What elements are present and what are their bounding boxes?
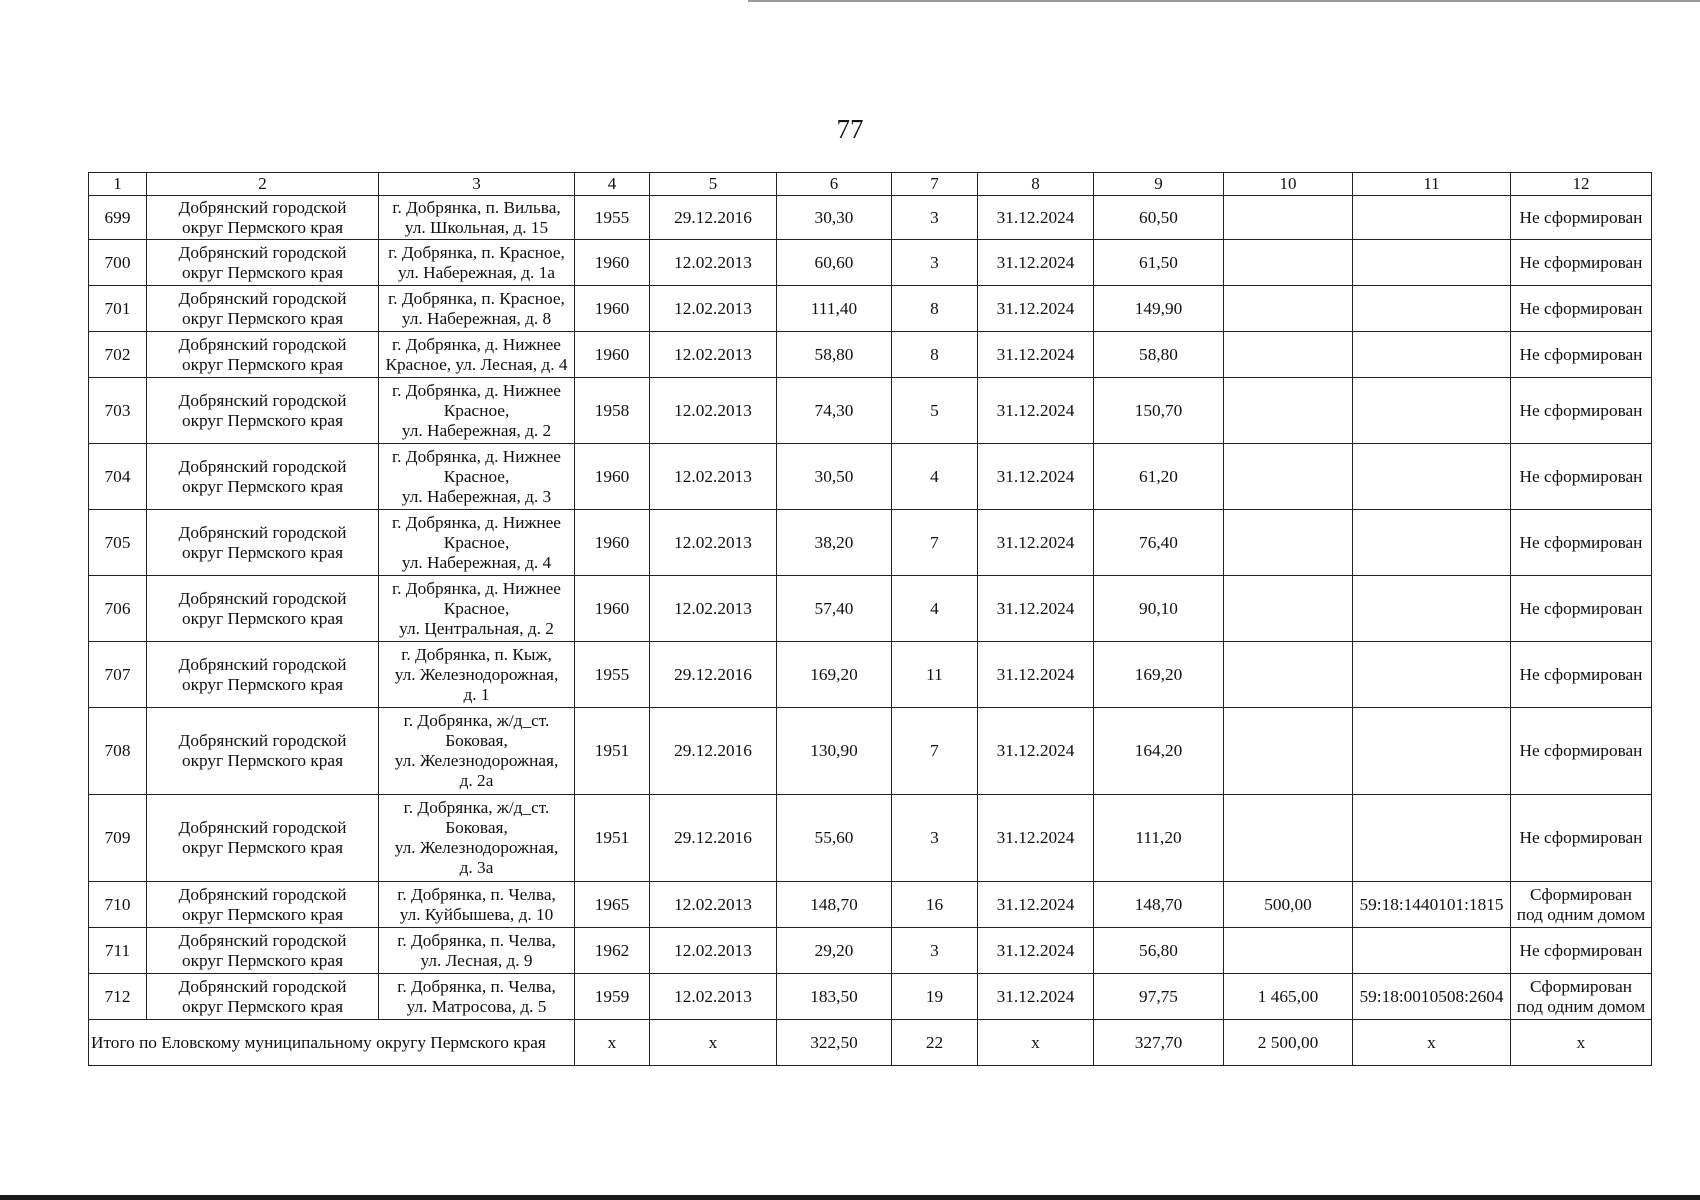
table-row (89, 642, 1652, 708)
municipality-cell: Добрянский городской округ Пермского края (147, 576, 379, 642)
column-header: 4 (575, 173, 650, 196)
status-cell: Не сформирован (1511, 928, 1652, 974)
date-cell: 12.02.2013 (650, 378, 777, 444)
address-cell: г. Добрянка, д. Нижнее Красное, ул. Набережная, д. 2 (379, 378, 575, 444)
table-row (89, 240, 1652, 286)
deadline-cell: 31.12.2024 (978, 928, 1094, 974)
area-cell: 111,40 (777, 286, 892, 332)
table-row (89, 974, 1652, 1020)
status-cell: Не сформирован (1511, 708, 1652, 795)
date-cell: 29.12.2016 (650, 196, 777, 240)
municipality-cell: Добрянский городской округ Пермского края (147, 642, 379, 708)
cadastral-number-cell: 59:18:1440101:1815 (1353, 882, 1511, 928)
year-cell: 1960 (575, 332, 650, 378)
residents-cell: 16 (892, 882, 978, 928)
land-area-cell (1224, 378, 1353, 444)
status-cell: Не сформирован (1511, 795, 1652, 882)
municipality-cell: Добрянский городской округ Пермского края (147, 444, 379, 510)
row-number: 708 (89, 708, 147, 795)
table-row (89, 286, 1652, 332)
cadastral-number-cell (1353, 240, 1511, 286)
row-number: 699 (89, 196, 147, 240)
deadline-cell: 31.12.2024 (978, 642, 1094, 708)
area-cell: 60,60 (777, 240, 892, 286)
total-label: Итого по Еловскому муниципальному округу Пермского края (89, 1020, 575, 1066)
column-header: 7 (892, 173, 978, 196)
year-cell: 1951 (575, 708, 650, 795)
residents-cell: 3 (892, 795, 978, 882)
deadline-cell: 31.12.2024 (978, 240, 1094, 286)
column-header: 6 (777, 173, 892, 196)
status-cell: Не сформирован (1511, 286, 1652, 332)
area-cell: 55,60 (777, 795, 892, 882)
cadastral-number-cell (1353, 642, 1511, 708)
column-header: 10 (1224, 173, 1353, 196)
year-cell: 1962 (575, 928, 650, 974)
residents-cell: 8 (892, 332, 978, 378)
total-area-cell: 58,80 (1094, 332, 1224, 378)
municipality-cell: Добрянский городской округ Пермского края (147, 510, 379, 576)
residents-cell: 7 (892, 510, 978, 576)
cadastral-number-cell (1353, 928, 1511, 974)
row-number: 705 (89, 510, 147, 576)
table-row (89, 795, 1652, 882)
year-cell: 1965 (575, 882, 650, 928)
total-area-cell: 90,10 (1094, 576, 1224, 642)
residents-cell: 8 (892, 286, 978, 332)
year-cell: 1960 (575, 510, 650, 576)
date-cell: 29.12.2016 (650, 708, 777, 795)
top-scan-edge (748, 0, 1700, 2)
page-number: 77 (836, 114, 864, 144)
date-cell: 29.12.2016 (650, 642, 777, 708)
total-date-cell: х (650, 1020, 777, 1066)
status-cell: Не сформирован (1511, 510, 1652, 576)
cadastral-number-cell (1353, 510, 1511, 576)
residents-cell: 11 (892, 642, 978, 708)
total-cadastral-cell: х (1353, 1020, 1511, 1066)
status-cell: Не сформирован (1511, 642, 1652, 708)
total-area-cell: 148,70 (1094, 882, 1224, 928)
address-cell: г. Добрянка, п. Челва, ул. Матросова, д. 5 (379, 974, 575, 1020)
status-cell: Не сформирован (1511, 196, 1652, 240)
land-area-cell (1224, 510, 1353, 576)
date-cell: 12.02.2013 (650, 332, 777, 378)
status-cell: Не сформирован (1511, 444, 1652, 510)
table-row (89, 708, 1652, 795)
table-row (89, 196, 1652, 240)
year-cell: 1959 (575, 974, 650, 1020)
table-row (89, 882, 1652, 928)
area-cell: 58,80 (777, 332, 892, 378)
date-cell: 12.02.2013 (650, 240, 777, 286)
status-cell: Не сформирован (1511, 332, 1652, 378)
row-number: 701 (89, 286, 147, 332)
address-cell: г. Добрянка, ж/д_ст. Боковая, ул. Железнодорожная, д. 2а (379, 708, 575, 795)
deadline-cell: 31.12.2024 (978, 510, 1094, 576)
municipality-cell: Добрянский городской округ Пермского края (147, 708, 379, 795)
deadline-cell: 31.12.2024 (978, 708, 1094, 795)
row-number: 706 (89, 576, 147, 642)
total-area-cell: 164,20 (1094, 708, 1224, 795)
date-cell: 12.02.2013 (650, 444, 777, 510)
land-area-cell (1224, 196, 1353, 240)
year-cell: 1960 (575, 576, 650, 642)
residents-cell: 4 (892, 444, 978, 510)
address-cell: г. Добрянка, п. Красное, ул. Набережная, д. 1а (379, 240, 575, 286)
land-area-cell (1224, 708, 1353, 795)
year-cell: 1955 (575, 642, 650, 708)
cadastral-number-cell (1353, 708, 1511, 795)
year-cell: 1960 (575, 444, 650, 510)
address-cell: г. Добрянка, д. Нижнее Красное, ул. Центральная, д. 2 (379, 576, 575, 642)
land-area-cell (1224, 795, 1353, 882)
deadline-cell: 31.12.2024 (978, 795, 1094, 882)
cadastral-number-cell (1353, 332, 1511, 378)
year-cell: 1960 (575, 286, 650, 332)
deadline-cell: 31.12.2024 (978, 196, 1094, 240)
date-cell: 12.02.2013 (650, 974, 777, 1020)
area-cell: 30,50 (777, 444, 892, 510)
year-cell: 1958 (575, 378, 650, 444)
status-cell: Не сформирован (1511, 378, 1652, 444)
column-header: 5 (650, 173, 777, 196)
column-header: 8 (978, 173, 1094, 196)
row-number: 711 (89, 928, 147, 974)
cadastral-number-cell (1353, 286, 1511, 332)
residents-cell: 19 (892, 974, 978, 1020)
total-status-cell: х (1511, 1020, 1652, 1066)
status-cell: Не сформирован (1511, 576, 1652, 642)
date-cell: 12.02.2013 (650, 576, 777, 642)
row-number: 710 (89, 882, 147, 928)
total-area-cell: 149,90 (1094, 286, 1224, 332)
bottom-scan-edge (0, 1195, 1700, 1200)
address-cell: г. Добрянка, д. Нижнее Красное, ул. Лесная, д. 4 (379, 332, 575, 378)
status-cell: Сформирован под одним домом (1511, 974, 1652, 1020)
residents-cell: 5 (892, 378, 978, 444)
deadline-cell: 31.12.2024 (978, 378, 1094, 444)
cadastral-number-cell (1353, 576, 1511, 642)
total-residents-cell: 22 (892, 1020, 978, 1066)
area-cell: 29,20 (777, 928, 892, 974)
status-cell: Не сформирован (1511, 240, 1652, 286)
total-area-cell: 60,50 (1094, 196, 1224, 240)
total-year-cell: х (575, 1020, 650, 1066)
municipality-cell: Добрянский городской округ Пермского края (147, 882, 379, 928)
land-area-cell: 1 465,00 (1224, 974, 1353, 1020)
land-area-cell (1224, 928, 1353, 974)
municipality-cell: Добрянский городской округ Пермского края (147, 196, 379, 240)
row-number: 712 (89, 974, 147, 1020)
address-cell: г. Добрянка, п. Челва, ул. Лесная, д. 9 (379, 928, 575, 974)
residents-cell: 3 (892, 240, 978, 286)
total-total-area-cell: 327,70 (1094, 1020, 1224, 1066)
row-number: 700 (89, 240, 147, 286)
land-area-cell (1224, 576, 1353, 642)
area-cell: 148,70 (777, 882, 892, 928)
table-row (89, 510, 1652, 576)
address-cell: г. Добрянка, п. Красное, ул. Набережная, д. 8 (379, 286, 575, 332)
cadastral-number-cell (1353, 444, 1511, 510)
municipality-cell: Добрянский городской округ Пермского края (147, 378, 379, 444)
land-area-cell: 500,00 (1224, 882, 1353, 928)
table-row (89, 444, 1652, 510)
address-cell: г. Добрянка, п. Челва, ул. Куйбышева, д. 10 (379, 882, 575, 928)
total-area-cell: 56,80 (1094, 928, 1224, 974)
column-header-row (89, 173, 1652, 196)
municipality-cell: Добрянский городской округ Пермского края (147, 286, 379, 332)
area-cell: 130,90 (777, 708, 892, 795)
residents-cell: 4 (892, 576, 978, 642)
municipality-cell: Добрянский городской округ Пермского края (147, 928, 379, 974)
cadastral-number-cell (1353, 795, 1511, 882)
municipality-cell: Добрянский городской округ Пермского края (147, 974, 379, 1020)
column-header: 9 (1094, 173, 1224, 196)
date-cell: 12.02.2013 (650, 510, 777, 576)
area-cell: 74,30 (777, 378, 892, 444)
municipality-cell: Добрянский городской округ Пермского края (147, 240, 379, 286)
area-cell: 57,40 (777, 576, 892, 642)
deadline-cell: 31.12.2024 (978, 974, 1094, 1020)
total-row (89, 1020, 1652, 1066)
total-area-cell: 169,20 (1094, 642, 1224, 708)
year-cell: 1951 (575, 795, 650, 882)
deadline-cell: 31.12.2024 (978, 444, 1094, 510)
total-deadline-cell: х (978, 1020, 1094, 1066)
residents-cell: 7 (892, 708, 978, 795)
area-cell: 30,30 (777, 196, 892, 240)
cadastral-number-cell (1353, 378, 1511, 444)
total-area-cell: 97,75 (1094, 974, 1224, 1020)
land-area-cell (1224, 240, 1353, 286)
total-area-cell: 322,50 (777, 1020, 892, 1066)
total-area-cell: 111,20 (1094, 795, 1224, 882)
date-cell: 12.02.2013 (650, 928, 777, 974)
housing-table (88, 172, 1652, 1066)
address-cell: г. Добрянка, п. Вильва, ул. Школьная, д. 15 (379, 196, 575, 240)
residents-cell: 3 (892, 928, 978, 974)
table-row (89, 928, 1652, 974)
status-cell: Сформирован под одним домом (1511, 882, 1652, 928)
column-header: 11 (1353, 173, 1511, 196)
column-header: 12 (1511, 173, 1652, 196)
address-cell: г. Добрянка, ж/д_ст. Боковая, ул. Железнодорожная, д. 3а (379, 795, 575, 882)
residents-cell: 3 (892, 196, 978, 240)
year-cell: 1955 (575, 196, 650, 240)
area-cell: 183,50 (777, 974, 892, 1020)
date-cell: 12.02.2013 (650, 286, 777, 332)
row-number: 709 (89, 795, 147, 882)
area-cell: 169,20 (777, 642, 892, 708)
date-cell: 29.12.2016 (650, 795, 777, 882)
land-area-cell (1224, 286, 1353, 332)
table-row (89, 576, 1652, 642)
total-land-area-cell: 2 500,00 (1224, 1020, 1353, 1066)
cadastral-number-cell: 59:18:0010508:2604 (1353, 974, 1511, 1020)
municipality-cell: Добрянский городской округ Пермского края (147, 332, 379, 378)
land-area-cell (1224, 444, 1353, 510)
address-cell: г. Добрянка, д. Нижнее Красное, ул. Набережная, д. 4 (379, 510, 575, 576)
deadline-cell: 31.12.2024 (978, 576, 1094, 642)
land-area-cell (1224, 642, 1353, 708)
table-row (89, 378, 1652, 444)
municipality-cell: Добрянский городской округ Пермского края (147, 795, 379, 882)
address-cell: г. Добрянка, п. Кыж, ул. Железнодорожная, д. 1 (379, 642, 575, 708)
year-cell: 1960 (575, 240, 650, 286)
cadastral-number-cell (1353, 196, 1511, 240)
column-header: 2 (147, 173, 379, 196)
date-cell: 12.02.2013 (650, 882, 777, 928)
area-cell: 38,20 (777, 510, 892, 576)
deadline-cell: 31.12.2024 (978, 286, 1094, 332)
table-row (89, 332, 1652, 378)
total-area-cell: 61,20 (1094, 444, 1224, 510)
total-area-cell: 61,50 (1094, 240, 1224, 286)
deadline-cell: 31.12.2024 (978, 882, 1094, 928)
column-header: 3 (379, 173, 575, 196)
address-cell: г. Добрянка, д. Нижнее Красное, ул. Набережная, д. 3 (379, 444, 575, 510)
row-number: 704 (89, 444, 147, 510)
row-number: 702 (89, 332, 147, 378)
land-area-cell (1224, 332, 1353, 378)
row-number: 707 (89, 642, 147, 708)
row-number: 703 (89, 378, 147, 444)
total-area-cell: 76,40 (1094, 510, 1224, 576)
deadline-cell: 31.12.2024 (978, 332, 1094, 378)
column-header: 1 (89, 173, 147, 196)
total-area-cell: 150,70 (1094, 378, 1224, 444)
